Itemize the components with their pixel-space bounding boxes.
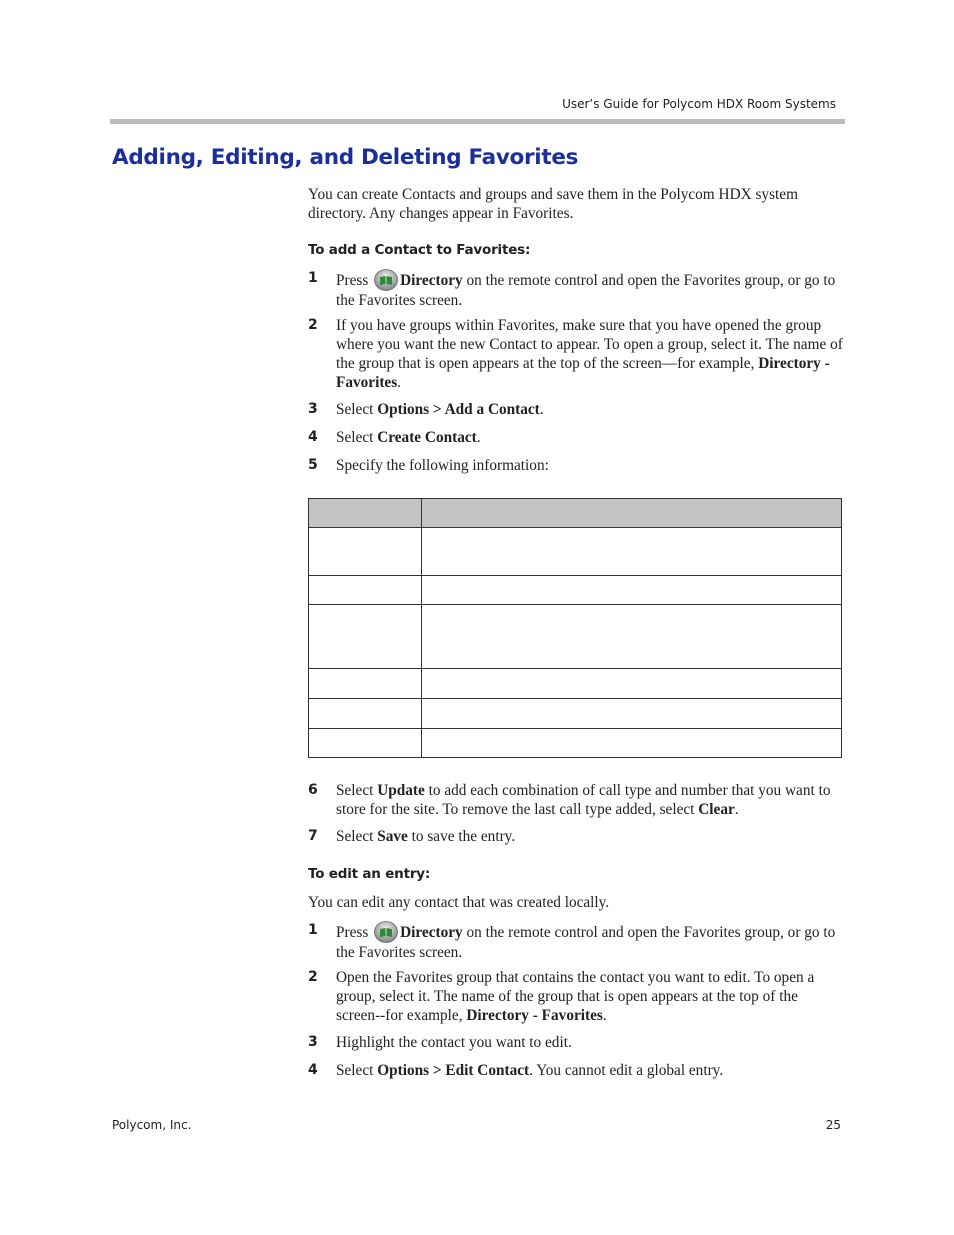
running-header: User’s Guide for Polycom HDX Room Systems <box>562 97 836 111</box>
table-cell <box>309 699 422 729</box>
table-cell <box>309 528 422 576</box>
step-number: 7 <box>308 828 318 844</box>
step-text-post: on the remote control and open the Favorites group, or go to the Favorites screen. <box>336 924 836 961</box>
table-row <box>309 699 842 729</box>
table-cell <box>422 576 842 605</box>
step-number: 4 <box>308 429 318 445</box>
table-cell <box>422 605 842 669</box>
table-row <box>309 669 842 699</box>
edit-intro-paragraph: You can edit any contact that was created locally. <box>308 894 610 911</box>
step-bold: Create Contact <box>377 429 477 446</box>
directory-book-icon <box>374 269 398 291</box>
step-text-post: . You cannot edit a global entry. <box>529 1062 724 1079</box>
table-row <box>309 528 842 576</box>
step-text-post: . <box>602 1007 607 1024</box>
header-rule <box>110 119 845 124</box>
page-number: 25 <box>825 1118 841 1132</box>
step-text: Select <box>336 401 378 418</box>
table-header-row <box>309 499 842 528</box>
step-text: Specify the following information: <box>336 457 549 474</box>
step-text: Press <box>336 272 369 289</box>
step-number: 4 <box>308 1062 318 1078</box>
step-number: 2 <box>308 969 318 985</box>
table-cell <box>309 605 422 669</box>
step-bold: Options > Add a Contact <box>377 401 540 418</box>
table-header-cell <box>422 499 842 528</box>
step-text: Open the Favorites group that contains the contact you want to edit. To open a group, select it. The name of the group that is open appears at the top of the screen--for example, <box>336 969 815 1024</box>
step-text-mid: to add each combination of call type and number that you want to store for the site. To remove the last call type added, select <box>336 782 831 818</box>
step-bold: Directory <box>400 924 463 941</box>
step-bold: Directory - Favorites <box>466 1007 603 1024</box>
step-bold-2: Clear <box>698 801 735 818</box>
table-row <box>309 729 842 758</box>
table-cell <box>422 729 842 758</box>
table-cell <box>309 576 422 605</box>
step-text: Select <box>336 1062 378 1079</box>
step-number: 3 <box>308 401 318 417</box>
step-text-post: on the remote control and open the Favorites group, or go to the Favorites screen. <box>336 272 836 309</box>
step-number: 1 <box>308 922 318 938</box>
add-contact-heading: To add a Contact to Favorites: <box>308 242 531 258</box>
step-bold: Save <box>377 828 408 845</box>
step-text-post: . <box>734 801 739 818</box>
step-number: 2 <box>308 317 318 333</box>
step-text: Select <box>336 828 378 845</box>
table-cell <box>422 669 842 699</box>
table-cell <box>422 699 842 729</box>
step-bold: Update <box>377 782 425 799</box>
step-text-post: . <box>539 401 544 418</box>
step-number: 6 <box>308 782 318 798</box>
footer-company: Polycom, Inc. <box>112 1118 192 1132</box>
step-bold: Directory <box>400 272 463 289</box>
step-text-post: . <box>476 429 481 446</box>
step-number: 3 <box>308 1034 318 1050</box>
step-text: Select <box>336 782 378 799</box>
directory-book-icon <box>374 921 398 943</box>
step-text: Press <box>336 924 369 941</box>
table-row <box>309 605 842 669</box>
step-text: Highlight the contact you want to edit. <box>336 1034 572 1051</box>
step-bold: Directory - Favorites <box>336 355 830 391</box>
step-number: 1 <box>308 270 318 286</box>
step-text-post: to save the entry. <box>407 828 516 845</box>
table-cell <box>309 729 422 758</box>
table-row <box>309 576 842 605</box>
step-text-post: . <box>397 374 401 391</box>
intro-paragraph: You can create Contacts and groups and save them in the Polycom HDX system directory. Any changes appear in Favorites. <box>308 186 798 222</box>
table-header-cell <box>309 499 422 528</box>
step-text: Select <box>336 429 378 446</box>
contact-info-table <box>308 498 842 758</box>
step-text: If you have groups within Favorites, make sure that you have opened the group where you want the new Contact to appear. To open a group, select it. The name of the group that is open appears at the top of the screen—for example, <box>336 317 843 372</box>
section-title: Adding, Editing, and Deleting Favorites <box>112 145 579 170</box>
step-bold: Options > Edit Contact <box>377 1062 530 1079</box>
table-cell <box>309 669 422 699</box>
table-cell <box>422 528 842 576</box>
edit-entry-heading: To edit an entry: <box>308 866 431 882</box>
step-number: 5 <box>308 457 318 473</box>
